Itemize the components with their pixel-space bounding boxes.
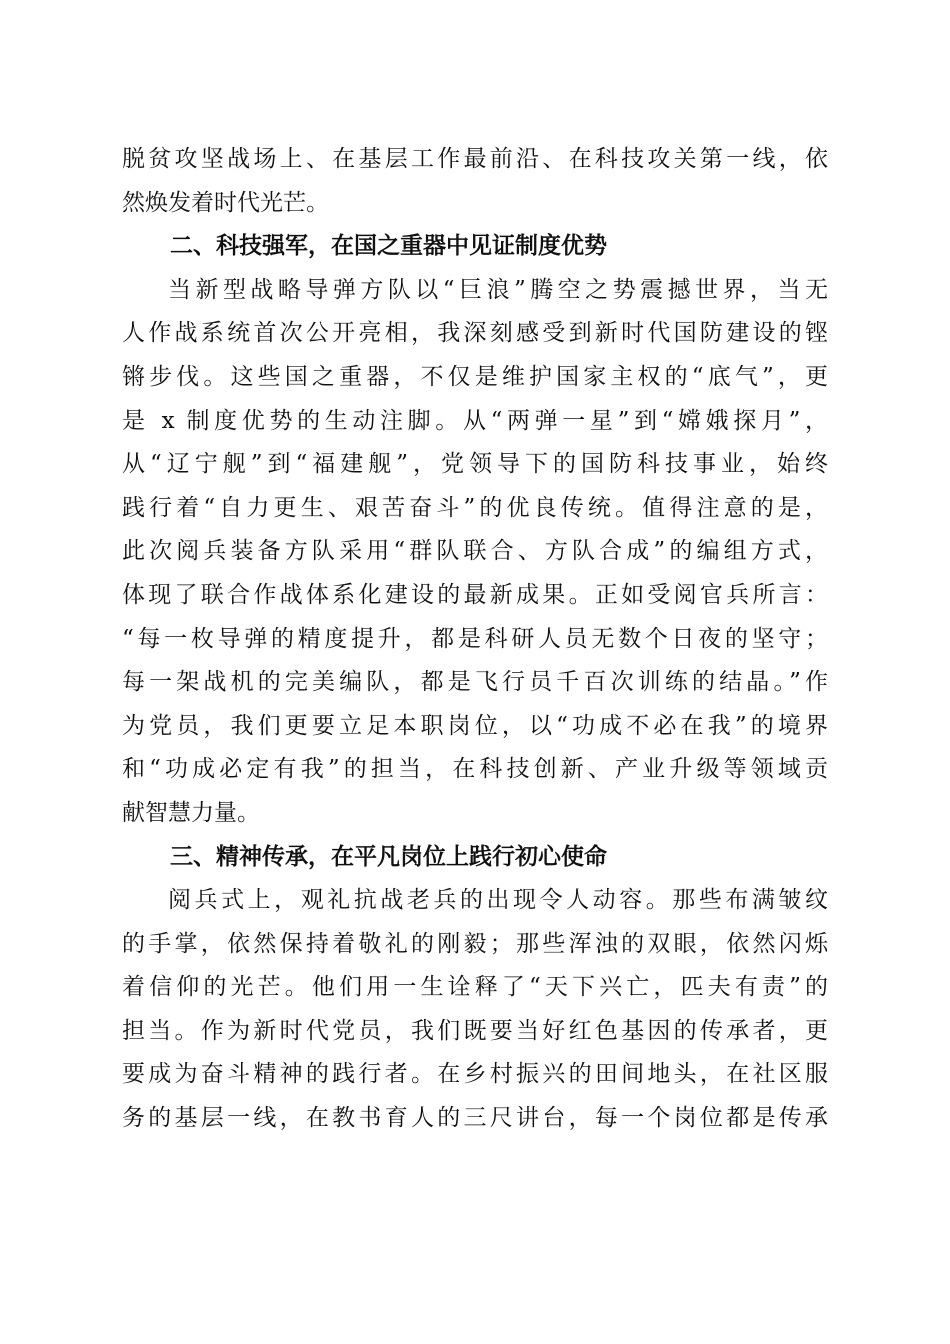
section-heading-2: 二、科技强军，在国之重器中见证制度优势	[170, 233, 607, 260]
paragraph-line: 是 x 制度优势的生动注脚。从“两弹一星”到“嫦娥探月”，	[122, 407, 828, 434]
paragraph-line: 要成为奋斗精神的践行者。在乡村振兴的田间地头，在社区服	[122, 1061, 828, 1088]
paragraph-line: 每一架战机的完美编队，都是飞行员千百次训练的结晶。”作	[122, 669, 828, 696]
section-heading-3: 三、精神传承，在平凡岗位上践行初心使命	[170, 843, 607, 870]
paragraph-line: 锵步伐。这些国之重器，不仅是维护国家主权的“底气”，更	[122, 363, 828, 390]
paragraph-line: 从“辽宁舰”到“福建舰”，党领导下的国防科技事业，始终	[122, 451, 828, 478]
paragraph-line: 着信仰的光芒。他们用一生诠释了“天下兴亡，匹夫有责”的	[122, 974, 828, 1001]
paragraph-line: 为党员，我们更要立足本职岗位，以“功成不必在我”的境界	[122, 712, 828, 739]
paragraph-line: 献智慧力量。	[122, 799, 260, 826]
paragraph-line: 人作战系统首次公开亮相，我深刻感受到新时代国防建设的铿	[122, 320, 828, 347]
paragraph-line: 此次阅兵装备方队采用“群队联合、方队合成”的编组方式，	[122, 538, 828, 565]
paragraph-line: 然焕发着时代光芒。	[122, 189, 329, 216]
paragraph-line: 的手掌，依然保持着敬礼的刚毅；那些浑浊的双眼，依然闪烁	[122, 930, 828, 957]
paragraph-line: 当新型战略导弹方队以“巨浪”腾空之势震撼世界，当无	[168, 276, 828, 303]
paragraph-line: “每一枚导弹的精度提升，都是科研人员无数个日夜的坚守；	[122, 625, 828, 652]
paragraph-line: 阅兵式上，观礼抗战老兵的出现令人动容。那些布满皱纹	[168, 887, 828, 914]
paragraph-line: 担当。作为新时代党员，我们既要当好红色基因的传承者，更	[122, 1017, 828, 1044]
paragraph-line: 和“功成必定有我”的担当，在科技创新、产业升级等领域贡	[122, 756, 828, 783]
paragraph-line: 践行着“自力更生、艰苦奋斗”的优良传统。值得注意的是，	[122, 494, 828, 521]
paragraph-line: 体现了联合作战体系化建设的最新成果。正如受阅官兵所言：	[122, 581, 828, 608]
document-body	[122, 138, 828, 1141]
paragraph-line: 脱贫攻坚战场上、在基层工作最前沿、在科技攻关第一线，依	[122, 146, 828, 172]
paragraph-line: 务的基层一线，在教书育人的三尺讲台，每一个岗位都是传承	[122, 1105, 828, 1132]
